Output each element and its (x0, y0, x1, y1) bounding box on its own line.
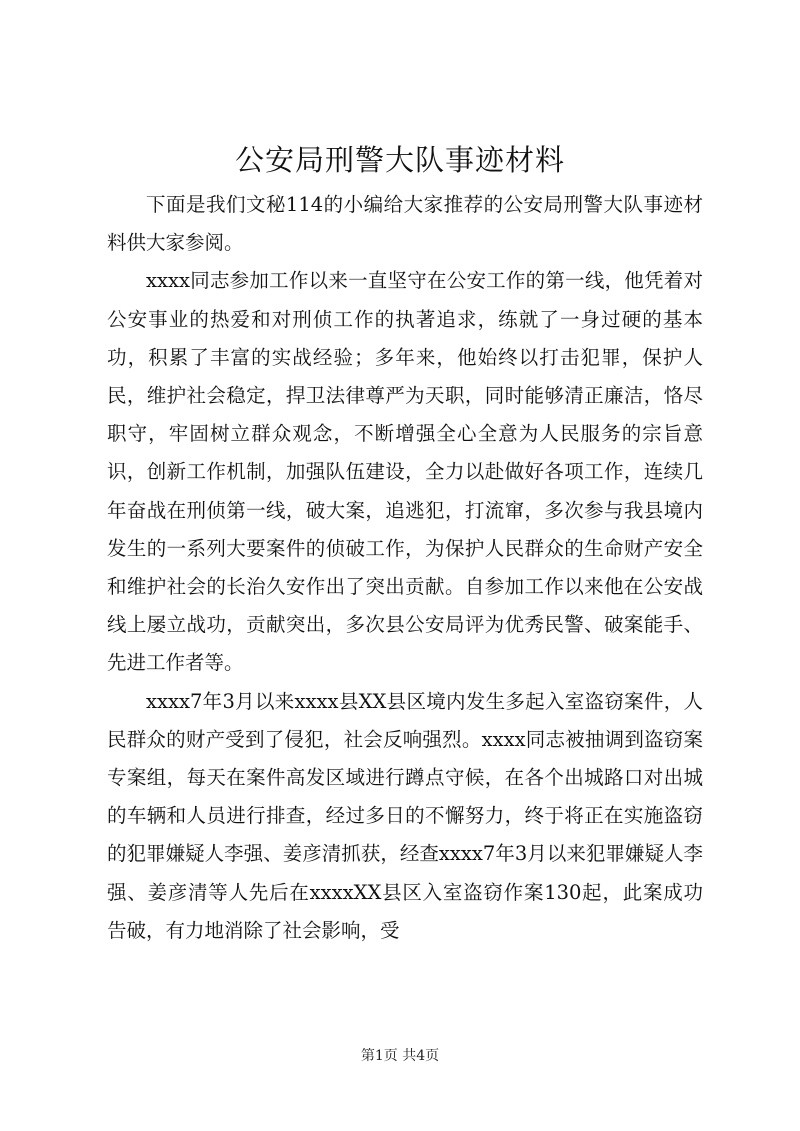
paragraph-profile: xxxx同志参加工作以来一直坚守在公安工作的第一线，他凭着对公安事业的热爱和对刑侦工作的执著追求，练就了一身过硬的基本功，积累了丰富的实战经验；多年来，他始终以打击犯罪，保护人民，维护社会稳定，捍卫法律尊严为天职，同时能够清正廉洁，恪尽职守，牢固树立群众观念，不断增强全心全意为人民服务的宗旨意识，创新工作机制，加强队伍建设，全力以赴做好各项工作，连续几年奋战在刑侦第一线，破大案，追逃犯，打流窜，多次参与我县境内发生的一系列大要案件的侦破工作，为保护人民群众的生命财产安全和维护社会的长治久安作出了突出贡献。自参加工作以来他在公安战线上屡立战功，贡献突出，多次县公安局评为优秀民警、破案能手、先进工作者等。 (107, 269, 703, 675)
document-title: 公安局刑警大队事迹材料 (234, 143, 565, 177)
page-number-footer: 第1页 共4页 (360, 1048, 440, 1064)
paragraph-intro: 下面是我们文秘114的小编给大家推荐的公安局刑警大队事迹材料供大家参阅。 (107, 193, 703, 255)
paragraph-case: xxxx7年3月以来xxxx县XX县区境内发生多起入室盗窃案件，人民群众的财产受到了侵犯，社会反响强烈。xxxx同志被抽调到盗窃案专案组，每天在案件高发区域进行蹲点守候，在各个出城路口对出城的车辆和人员进行排查，经过多日的不懈努力，终于将正在实施盗窃的犯罪嫌疑人李强、姜彦清抓获，经查xxxx7年3月以来犯罪嫌疑人李强、姜彦清等人先后在xxxxXX县区入室盗窃作案130起，此案成功告破，有力地消除了社会影响，受 (107, 689, 703, 942)
document-body (107, 186, 703, 950)
